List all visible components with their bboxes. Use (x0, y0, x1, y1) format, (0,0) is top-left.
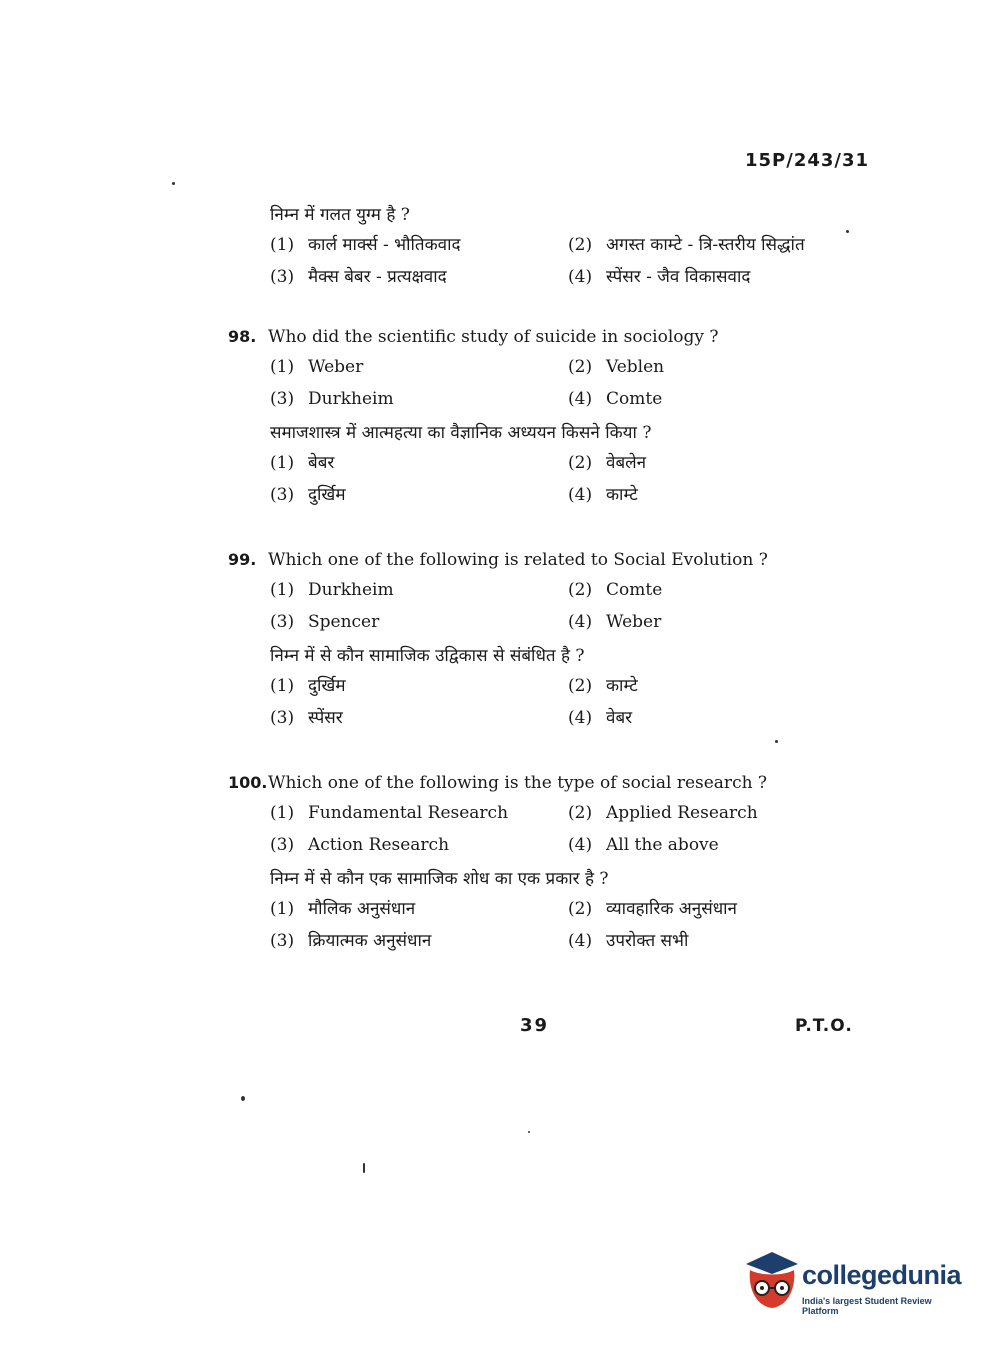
option: (3) Action Research (270, 835, 450, 855)
option: (3) क्रियात्मक अनुसंधान (270, 931, 432, 951)
scan-speck (241, 1096, 245, 1101)
q99-hindi-stem: निम्न में से कौन सामाजिक उद्विकास से संबंधित है ? (270, 646, 585, 666)
q100-hindi-options (270, 890, 868, 954)
scan-speck (846, 230, 849, 233)
q98-stem: 98. Who did the scientific study of suicide in sociology ? (228, 327, 719, 347)
option: (2) व्यावहारिक अनुसंधान (568, 899, 737, 919)
scan-speck (172, 182, 175, 185)
option: (3) Durkheim (270, 389, 394, 409)
option: (2) काम्टे (568, 676, 638, 696)
option: (4) वेबर (568, 708, 633, 728)
question-98 (228, 326, 868, 508)
q97-hindi-stem: निम्न में गलत युग्म है ? (270, 205, 410, 225)
question-99 (228, 549, 868, 731)
option: (2) Veblen (568, 357, 665, 377)
option: (3) मैक्स बेबर - प्रत्यक्षवाद (270, 267, 447, 287)
q100-hindi-stem: निम्न में से कौन एक सामाजिक शोध का एक प्रकार है ? (270, 869, 609, 889)
paper-code: 15P/243/31 (745, 150, 870, 171)
q98-hindi-options (270, 444, 868, 508)
option: (2) वेबलेन (568, 453, 647, 473)
option: (1) Weber (270, 357, 364, 377)
option: (3) Spencer (270, 612, 380, 632)
q99-hindi-options (270, 667, 868, 731)
option: (1) कार्ल मार्क्स - भौतिकवाद (270, 235, 461, 255)
question-100 (228, 772, 868, 954)
option: (4) उपरोक्त सभी (568, 931, 689, 951)
option: (1) Fundamental Research (270, 803, 509, 823)
q100-number: 100. (228, 773, 268, 792)
mascot-icon (740, 1248, 800, 1314)
option: (2) Applied Research (568, 803, 758, 823)
option: (4) स्पेंसर - जैव विकासवाद (568, 267, 751, 287)
scan-speck (363, 1163, 365, 1173)
q98-number: 98. (228, 327, 257, 346)
option: (1) बेबर (270, 453, 335, 473)
collegedunia-watermark (740, 1248, 970, 1318)
q99-stem: 99. Which one of the following is related to Social Evolution ? (228, 550, 768, 570)
brand-name: collegedunia (802, 1260, 962, 1290)
option: (1) दुर्खिम (270, 676, 346, 696)
option: (2) अगस्त काम्टे - त्रि-स्तरीय सिद्धांत (568, 235, 805, 255)
q97-hindi-options (270, 226, 868, 290)
option: (3) दुर्खिम (270, 485, 346, 505)
option: (4) Weber (568, 612, 662, 632)
option: (4) Comte (568, 389, 663, 409)
scan-speck (775, 740, 778, 743)
option: (1) मौलिक अनुसंधान (270, 899, 416, 919)
option: (4) काम्टे (568, 485, 638, 505)
scan-speck (528, 1131, 530, 1133)
q97-hindi-block (228, 204, 868, 290)
option: (2) Comte (568, 580, 663, 600)
brand-tagline: India's largest Student Review Platform (802, 1296, 932, 1316)
q98-options (270, 348, 868, 412)
q100-options (270, 794, 868, 858)
q99-number: 99. (228, 550, 257, 569)
page-number: 39 (520, 1015, 550, 1036)
pto-label: P.T.O. (795, 1016, 853, 1036)
q99-options (270, 571, 868, 635)
option: (1) Durkheim (270, 580, 394, 600)
option: (3) स्पेंसर (270, 708, 343, 728)
q100-stem: 100.Which one of the following is the type of social research ? (228, 773, 768, 793)
q98-hindi-stem: समाजशास्त्र में आत्महत्या का वैज्ञानिक अध्ययन किसने किया ? (270, 423, 652, 443)
option: (4) All the above (568, 835, 719, 855)
